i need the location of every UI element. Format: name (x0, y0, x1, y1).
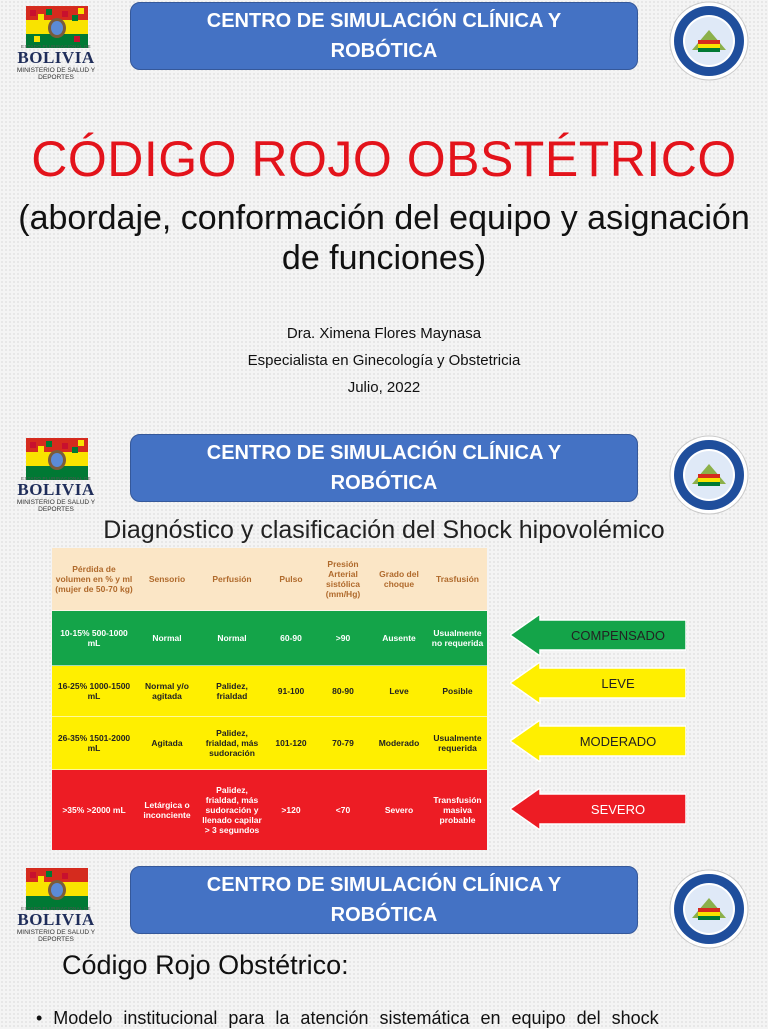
table-cell: 80-90 (316, 666, 370, 717)
table-cell: Posible (428, 666, 487, 717)
column-header: Grado del choque (370, 548, 428, 611)
logo-ministry-text: MINISTERIO DE SALUD Y DEPORTES (16, 499, 96, 513)
logo-state-text: ESTADO PLURINACIONAL DE (21, 44, 91, 49)
table-cell: <70 (316, 770, 370, 851)
center-banner: CENTRO DE SIMULACIÓN CLÍNICA Y ROBÓTICA (130, 866, 638, 934)
logo-ministry-text: MINISTERIO DE SALUD Y DEPORTES (16, 67, 96, 81)
bolivia-emblem-icon (26, 6, 88, 48)
arrow-label: COMPENSADO (571, 627, 665, 643)
school-seal-icon (668, 434, 750, 516)
table-cell: Severo (370, 770, 428, 851)
table-cell: Letárgica o inconciente (136, 770, 198, 851)
table-cell: 70-79 (316, 717, 370, 770)
table-cell: Usualmente requerida (428, 717, 487, 770)
codigo-rojo-heading: Código Rojo Obstétrico: (62, 950, 349, 980)
bolivia-emblem-icon (26, 868, 88, 910)
table-cell: Normal (136, 611, 198, 666)
presentation-subtitle: (abordaje, conformación del equipo y asignación de funciones) (18, 199, 750, 277)
school-seal-icon (668, 868, 750, 950)
table-cell: 10-15% 500-1000 mL (52, 611, 136, 666)
bolivia-ministry-logo (8, 4, 104, 81)
logo-country-text: BOLIVIA (17, 48, 95, 67)
table-cell: Usualmente no requerida (428, 611, 487, 666)
arrow-severo (510, 788, 686, 830)
column-header: Trasfusión (428, 548, 487, 611)
arrow-label: LEVE (601, 675, 635, 691)
slide-2 (0, 430, 768, 855)
table-cell: >35% >2000 mL (52, 770, 136, 851)
logo-country-text: BOLIVIA (17, 480, 95, 499)
slide-1 (0, 0, 768, 425)
table-cell: 26-35% 1501-2000 mL (52, 717, 136, 770)
table-cell: 16-25% 1000-1500 mL (52, 666, 136, 717)
bolivia-ministry-logo (8, 436, 104, 513)
arrow-label: MODERADO (579, 733, 657, 749)
table-cell: Palidez, frialdad, más sudoración (198, 717, 266, 770)
table-cell: Palidez, frialdad, más sudoración y llenado capilar > 3 segundos (198, 770, 266, 851)
table-cell: Palidez, frialdad (198, 666, 266, 717)
table-cell: Moderado (370, 717, 428, 770)
column-header: Sensorio (136, 548, 198, 611)
column-header: Perfusión (198, 548, 266, 611)
presentation-date: Julio, 2022 (347, 379, 421, 396)
column-header: Presión Arterial sistólica (mm/Hg) (316, 548, 370, 611)
bolivia-ministry-logo (8, 866, 104, 943)
table-cell: 60-90 (266, 611, 316, 666)
arrow-moderado (510, 720, 686, 762)
table-cell: Leve (370, 666, 428, 717)
table-header-row (52, 548, 487, 611)
column-header: Pérdida de volumen en % y ml (mujer de 50-70 kg) (52, 548, 136, 611)
table-cell: >90 (316, 611, 370, 666)
shock-classification-table (52, 548, 487, 850)
presentation-title: CÓDIGO ROJO OBSTÉTRICO (31, 131, 737, 187)
logo-state-text: ESTADO PLURINACIONAL DE (21, 476, 91, 481)
table-cell: Normal (198, 611, 266, 666)
logo-ministry-text: MINISTERIO DE SALUD Y DEPORTES (16, 929, 96, 943)
center-banner: CENTRO DE SIMULACIÓN CLÍNICA Y ROBÓTICA (130, 434, 638, 502)
arrow-compensado (510, 614, 686, 656)
author-role: Especialista en Ginecología y Obstetricia (247, 352, 521, 369)
logo-country-text: BOLIVIA (17, 910, 95, 929)
author-name: Dra. Ximena Flores Maynasa (286, 325, 482, 342)
table-row (52, 770, 487, 851)
table-cell: Ausente (370, 611, 428, 666)
slide-3 (0, 860, 768, 1028)
table-cell: Agitada (136, 717, 198, 770)
table-row (52, 717, 487, 770)
table-cell: Transfusión masiva probable (428, 770, 487, 851)
arrow-leve (510, 662, 686, 704)
table-row (52, 611, 487, 666)
table-cell: 101-120 (266, 717, 316, 770)
table-cell: Normal y/o agitada (136, 666, 198, 717)
bullet-text: • Modelo institucional para la atención sistemática en equipo del shock (36, 1008, 659, 1028)
logo-state-text: ESTADO PLURINACIONAL DE (21, 906, 91, 911)
school-seal-icon (668, 0, 750, 82)
table-cell: 91-100 (266, 666, 316, 717)
column-header: Pulso (266, 548, 316, 611)
table-cell: >120 (266, 770, 316, 851)
author-block (0, 320, 768, 401)
bolivia-emblem-icon (26, 438, 88, 480)
shock-heading: Diagnóstico y clasificación del Shock hipovolémico (103, 516, 665, 544)
center-banner: CENTRO DE SIMULACIÓN CLÍNICA Y ROBÓTICA (130, 2, 638, 70)
table-row (52, 666, 487, 717)
arrow-label: SEVERO (590, 801, 646, 817)
